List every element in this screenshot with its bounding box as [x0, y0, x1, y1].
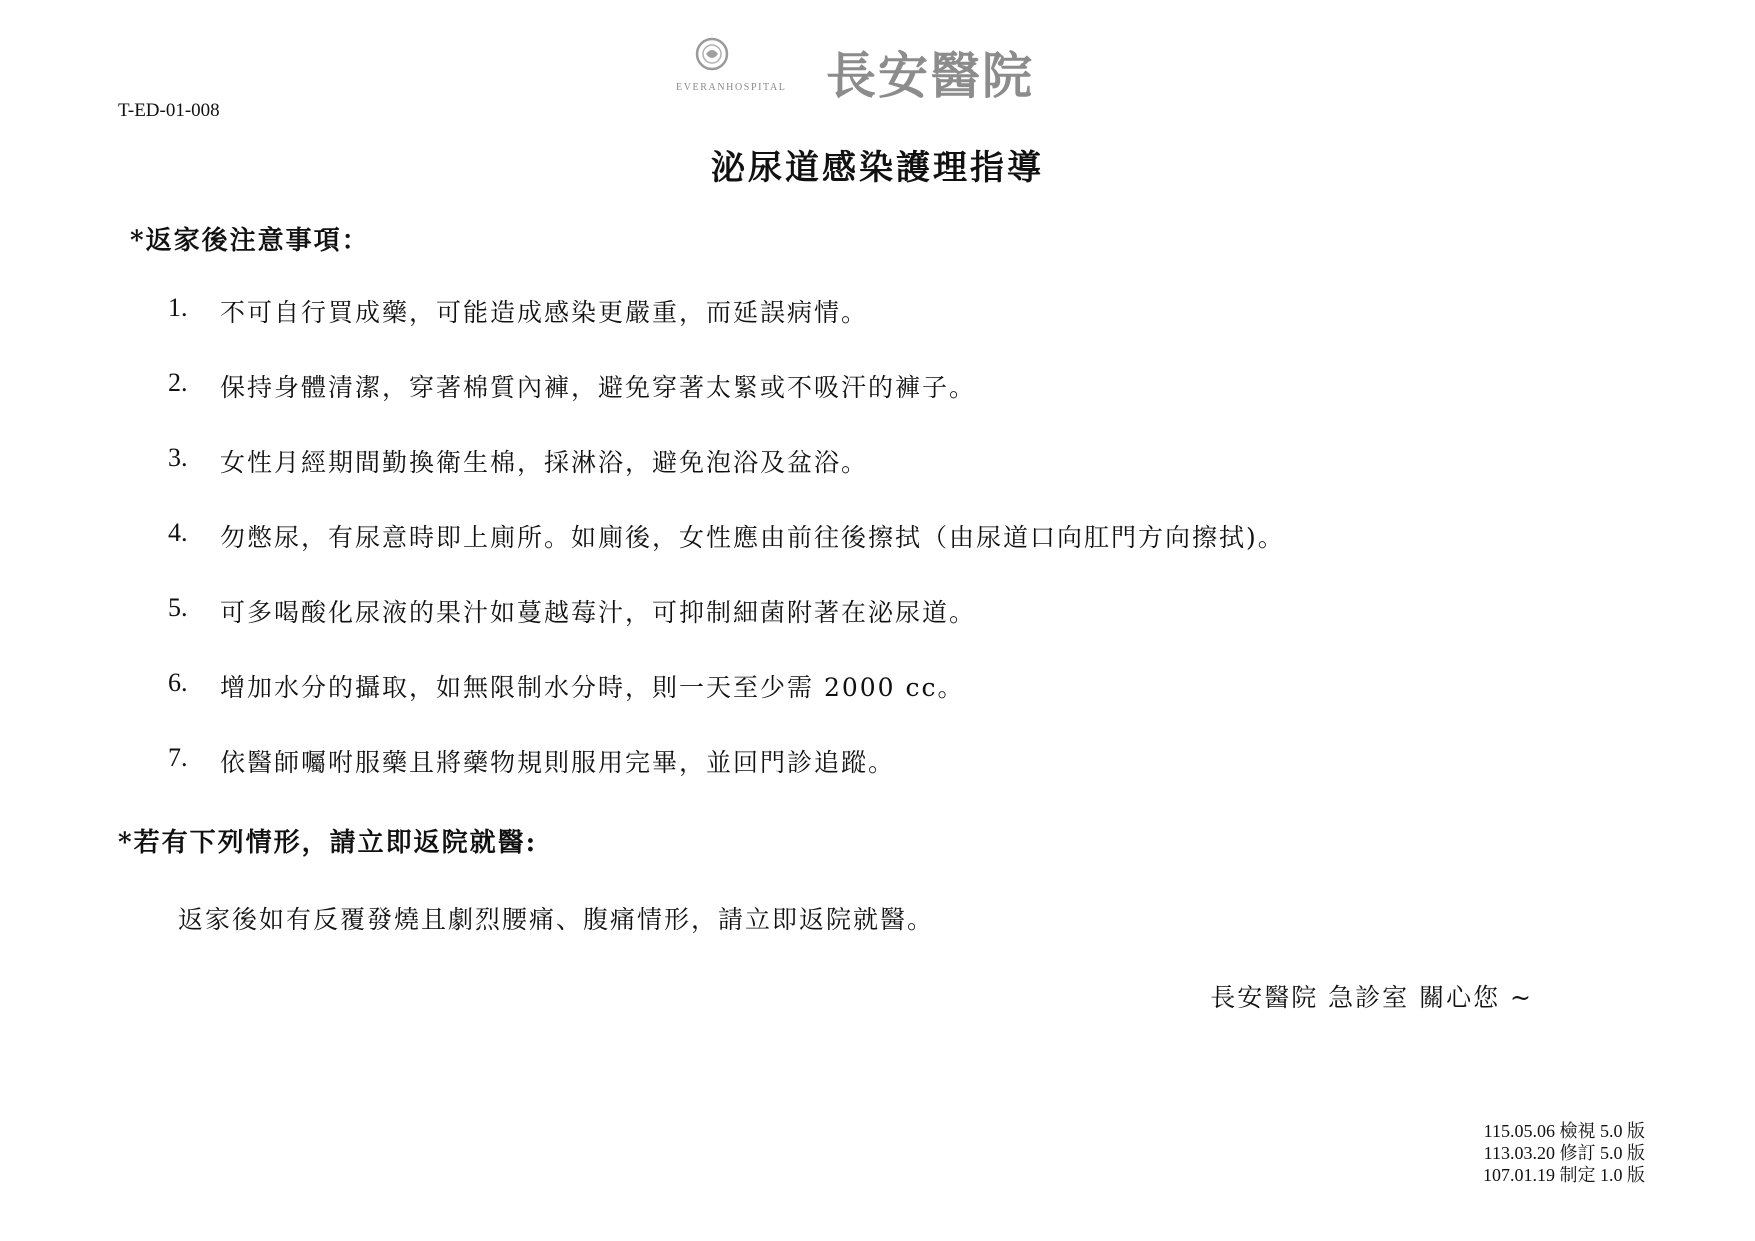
list-item-text: 可多喝酸化尿液的果汁如蔓越莓汁，可抑制細菌附著在泌尿道。 — [220, 598, 977, 627]
list-item-number: 4. — [168, 518, 188, 547]
home-care-list — [168, 293, 1285, 818]
list-item-text: 勿憋尿，有尿意時即上廁所。如廁後，女性應由前往後擦拭（由尿道口向肛門方向擦拭)。 — [220, 523, 1285, 552]
list-item-number: 6. — [168, 668, 188, 697]
list-item-number: 7. — [168, 743, 188, 772]
list-item-text: 女性月經期間勤換衛生棉，採淋浴，避免泡浴及盆浴。 — [220, 448, 869, 477]
emergency-heading: *若有下列情形，請立即返院就醫: — [118, 828, 538, 858]
version-line: 113.03.20 修訂 5.0 版 — [1483, 1143, 1645, 1163]
list-item — [168, 368, 1285, 443]
list-item-text: 依醫師囑咐服藥且將藥物規則服用完畢，並回門診追蹤。 — [220, 748, 896, 777]
logo-text-zh: 長安醫院 — [826, 47, 1034, 105]
home-care-heading: *返家後注意事項： — [130, 226, 370, 256]
hospital-logo-icon — [676, 36, 742, 80]
signature: 長安醫院 急診室 關心您 ~ — [1210, 983, 1533, 1012]
list-item — [168, 743, 1285, 818]
version-line: 107.01.19 制定 1.0 版 — [1483, 1165, 1645, 1185]
list-item — [168, 518, 1285, 593]
list-item-text: 不可自行買成藥，可能造成感染更嚴重，而延誤病情。 — [220, 298, 869, 327]
list-item-text: 增加水分的攝取，如無限制水分時，則一天至少需 2000 cc。 — [220, 673, 965, 702]
document-code: T-ED-01-008 — [118, 100, 220, 121]
list-item — [168, 593, 1285, 668]
list-item — [168, 293, 1285, 368]
version-history — [1483, 1120, 1645, 1186]
page-title: 泌尿道感染護理指導 — [711, 148, 1044, 188]
list-item-number: 1. — [168, 293, 188, 322]
version-line: 115.05.06 檢視 5.0 版 — [1483, 1121, 1645, 1141]
list-item-text: 保持身體清潔，穿著棉質內褲，避免穿著太緊或不吸汗的褲子。 — [220, 373, 977, 402]
list-item-number: 5. — [168, 593, 188, 622]
list-item-number: 3. — [168, 443, 188, 472]
list-item-number: 2. — [168, 368, 188, 397]
emergency-text: 返家後如有反覆發燒且劇烈腰痛、腹痛情形，請立即返院就醫。 — [178, 905, 935, 934]
hospital-logo — [676, 34, 1096, 104]
list-item — [168, 443, 1285, 518]
list-item — [168, 668, 1285, 743]
logo-text-en: EVERANHOSPITAL — [676, 82, 787, 93]
